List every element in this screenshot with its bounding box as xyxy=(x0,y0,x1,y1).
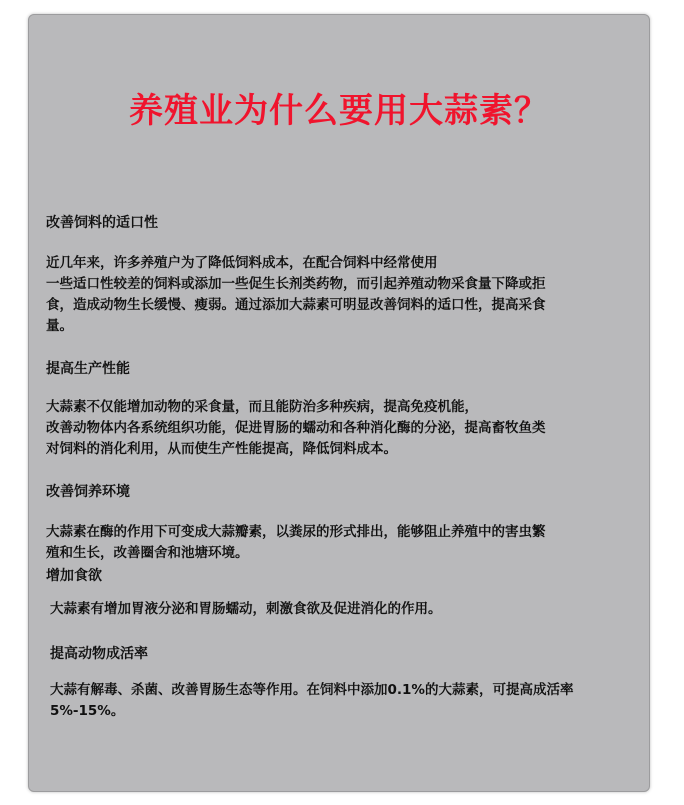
section-heading-palatability: 改善饲料的适口性 xyxy=(46,215,158,231)
section-heading-performance: 提高生产性能 xyxy=(46,361,130,377)
paragraph-line: 大蒜素有增加胃液分泌和胃肠蠕动，刺激食欲及促进消化的作用。 xyxy=(50,601,442,617)
content-card xyxy=(28,14,650,792)
page-title: 养殖业为什么要用大蒜素？ xyxy=(129,91,549,131)
section-body-palatability xyxy=(46,253,546,337)
section-body-performance xyxy=(46,397,546,460)
section-heading-survival: 提高动物成活率 xyxy=(50,646,148,662)
paragraph-line: 殖和生长，改善圈舍和池塘环境。 xyxy=(46,545,249,561)
paragraph-line: 一些适口性较差的饲料或添加一些促生长剂类药物，而引起养殖动物采食量下降或拒 xyxy=(46,276,546,292)
section-heading-environment: 改善饲养环境 xyxy=(46,484,130,500)
section-body-appetite xyxy=(50,599,442,620)
paragraph-line: 食，造成动物生长缓慢、瘦弱。通过添加大蒜素可明显改善饲料的适口性，提高采食 xyxy=(46,297,546,313)
section-body-environment xyxy=(46,522,546,564)
paragraph-line: 改善动物体内各系统组织功能，促进胃肠的蠕动和各种消化酶的分泌，提高畜牧鱼类 xyxy=(46,420,546,436)
section-heading-appetite: 增加食欲 xyxy=(46,568,102,584)
paragraph-line: 对饲料的消化利用，从而使生产性能提高，降低饲料成本。 xyxy=(46,441,397,457)
paragraph-line: 大蒜素在酶的作用下可变成大蒜瓣素，以粪尿的形式排出，能够阻止养殖中的害虫繁 xyxy=(46,524,546,540)
paragraph-line: 大蒜素不仅能增加动物的采食量，而且能防治多种疾病，提高免疫机能， xyxy=(46,399,478,415)
section-body-survival xyxy=(50,680,573,722)
paragraph-line: 量。 xyxy=(46,318,73,334)
paragraph-line: 近几年来，许多养殖户为了降低饲料成本，在配合饲料中经常使用 xyxy=(46,255,438,271)
paragraph-line: 5%-15%。 xyxy=(50,703,125,719)
paragraph-line: 大蒜有解毒、杀菌、改善胃肠生态等作用。在饲料中添加0.1%的大蒜素，可提高成活率 xyxy=(50,682,574,698)
